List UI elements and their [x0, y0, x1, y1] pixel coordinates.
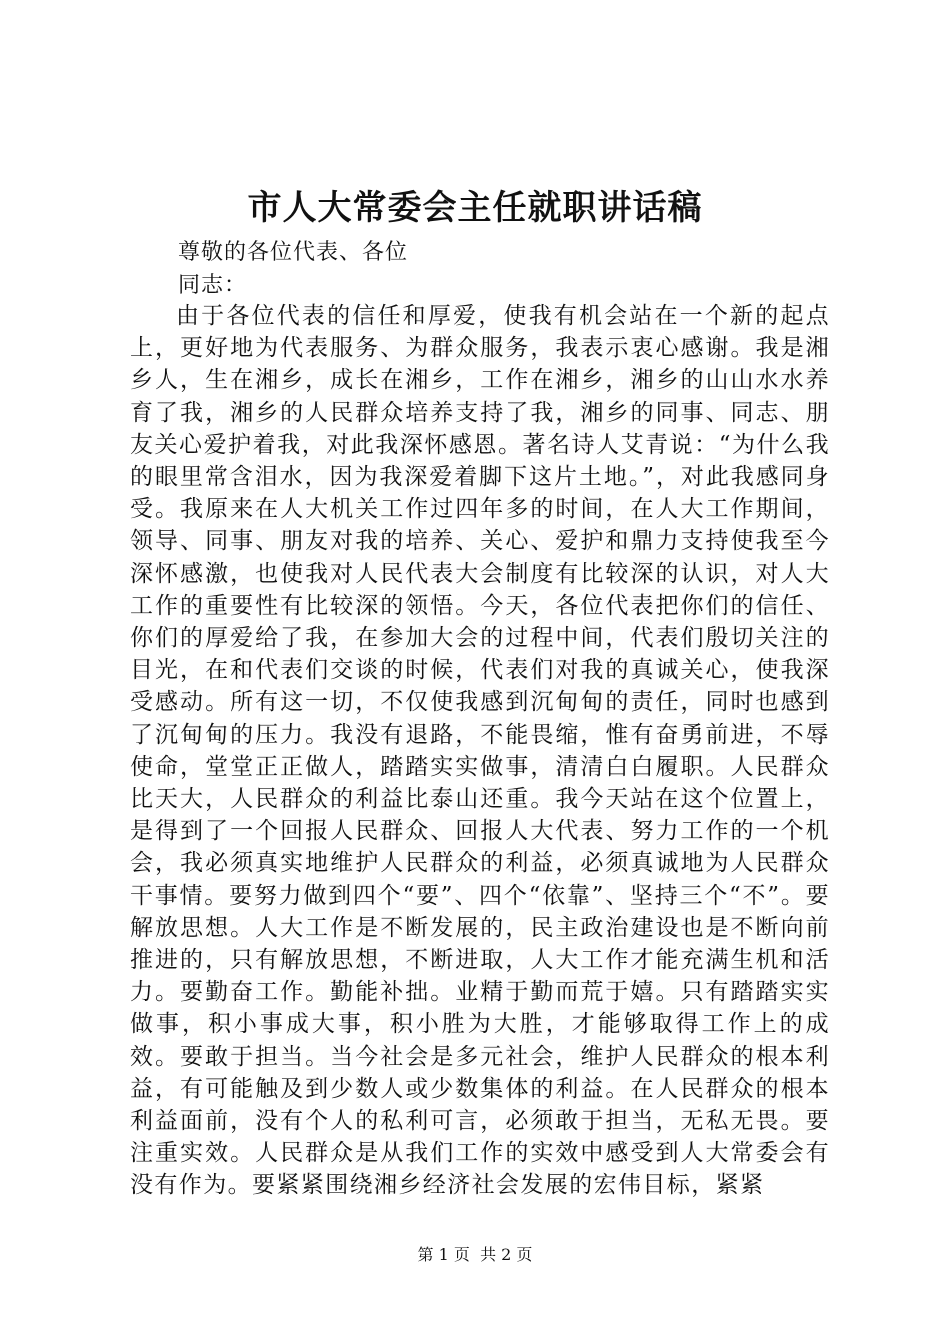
page-footer: 第 1 页 共 2 页 — [417, 1245, 533, 1264]
salutation-line-1: 尊敬的各位代表、各位 — [178, 240, 409, 265]
document-title: 市人大常委会主任就职讲话稿 — [247, 188, 703, 228]
salutation-line-2: 同志： — [178, 273, 248, 298]
body-paragraph: 由于各位代表的信任和厚爱，使我有机会站在一个新的起点上，更好地为代表服务、为群众服务，我表示衷心感谢。我是湘乡人，生在湘乡，成长在湘乡，工作在湘乡，湘乡的山山水水养育了我，湘乡的人民群众培养支持了我，湘乡的同事、同志、朋友关心爱护着我，对此我深怀感恩。著名诗人艾青说：“为什么我的眼里常含泪水，因为我深爱着脚下这片土地。”，对此我感同身受。我原来在人大机关工作过四年多的时间，在人大工作期间，领导、同事、朋友对我的培养、关心、爱护和鼎力支持使我至今深怀感激，也使我对人民代表大会制度有比较深的认识，对人大工作的重要性有比较深的领悟。今天，各位代表把你们的信任、你们的厚爱给了我，在参加大会的过程中间，代表们殷切关注的目光，在和代表们交谈的时候，代表们对我的真诚关心，使我深受感动。所有这一切，不仅使我感到沉甸甸的责任，同时也感到了沉甸甸的压力。我没有退路，不能畏缩，惟有奋勇前进，不辱使命，堂堂正正做人，踏踏实实做事，清清白白履职。人民群众比天大，人民群众的利益比泰山还重。我今天站在这个位置上，是得到了一个回报人民群众、回报人大代表、努力工作的一个机会，我必须真实地维护人民群众的利益，必须真诚地为人民群众干事情。要努力做到四个“要”、四个“依靠”、坚持三个“不”。要解放思想。人大工作是不断发展的，民主政治建设也是不断向前推进的，只有解放思想，不断进取，人大工作才能充满生机和活力。要勤奋工作。勤能补拙。业精于勤而荒于嬉。只有踏踏实实做事，积小事成大事，积小胜为大胜，才能够取得工作上的成效。要敢于担当。当今社会是多元社会，维护人民群众的根本利益，有可能触及到少数人或少数集体的利益。在人民群众的根本利益面前，没有个人的私利可言，必须敢于担当，无私无畏。要注重实效。人民群众是从我们工作的实效中感受到人大常委会有没有作为。要紧紧围绕湘乡经济社会发展的宏伟目标，紧紧 — [130, 303, 830, 1199]
